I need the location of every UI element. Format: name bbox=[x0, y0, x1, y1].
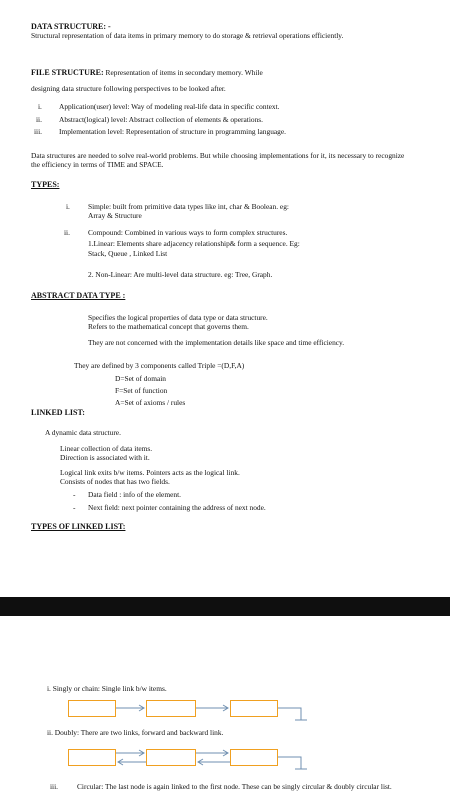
bullet-item: Next field: next pointer containing the address of next node. bbox=[88, 503, 266, 512]
adt-domain: D=Set of domain bbox=[115, 374, 166, 383]
page-separator-band bbox=[0, 597, 450, 616]
non-linear-item: 2. Non-Linear: Are multi-level data structure. eg: Tree, Graph. bbox=[88, 270, 273, 279]
linked-list-line: A dynamic data structure. bbox=[45, 428, 121, 437]
list-number: ii. bbox=[36, 115, 42, 124]
file-structure-text-2: designing data structure following perspectives to be looked after. bbox=[31, 84, 226, 93]
list-number: i. bbox=[38, 102, 42, 111]
list-number: iii. bbox=[34, 127, 43, 136]
linked-list-heading: LINKED LIST: bbox=[31, 408, 85, 417]
bullet-dash: - bbox=[73, 490, 76, 499]
adt-line: They are defined by 3 components called Triple =(D,F,A) bbox=[74, 361, 245, 370]
singly-linked-caption: i. Singly or chain: Single link b/w items. bbox=[47, 684, 167, 693]
linked-list-line: Linear collection of data items. bbox=[60, 444, 153, 453]
file-structure-heading: FILE STRUCTURE: bbox=[31, 68, 104, 77]
adt-axioms: A=Set of axioms / rules bbox=[115, 398, 186, 407]
list-item: Compound: Combined in various ways to form complex structures. bbox=[88, 228, 288, 237]
list-item: Implementation level: Representation of structure in programming language. bbox=[59, 127, 286, 136]
circular-linked-caption: Circular: The last node is again linked to the first node. These can be singly circular & doubly circular list. bbox=[77, 782, 392, 791]
list-item: Simple: built from primitive data types like int, char & Boolean. eg: bbox=[88, 202, 289, 211]
data-structure-heading: DATA STRUCTURE: - bbox=[31, 22, 111, 31]
list-item-continued: Array & Structure bbox=[88, 211, 142, 220]
list-item: Application(user) level: Way of modeling real-life data in specific context. bbox=[59, 102, 280, 111]
linked-list-line: Logical link exits b/w items. Pointers acts as the logical link. bbox=[60, 468, 240, 477]
list-item: Abstract(logical) level: Abstract collection of elements & operations. bbox=[59, 115, 263, 124]
adt-line: They are not concerned with the implementation details like space and time efficiency. bbox=[88, 338, 345, 347]
list-number: i. bbox=[66, 202, 70, 211]
adt-heading: ABSTRACT DATA TYPE : bbox=[31, 291, 126, 300]
data-structure-definition: Structural representation of data items in primary memory to do storage & retrieval operations efficiently. bbox=[31, 31, 344, 40]
doubly-linked-caption: ii. Doubly: There are two links, forward and backward link. bbox=[47, 728, 224, 737]
doubly-link-arrows bbox=[0, 616, 450, 800]
list-item-continued: Stack, Queue , Linked List bbox=[88, 249, 168, 258]
efficiency-paragraph: Data structures are needed to solve real-world problems. But while choosing implementations for it, its necessary to recognize the efficiency in terms of TIME and SPACE. bbox=[31, 151, 405, 169]
linked-list-line: Consists of nodes that has two fields. bbox=[60, 477, 170, 486]
adt-line: Refers to the mathematical concept that governs them. bbox=[88, 322, 249, 331]
file-structure-text: Representation of items in secondary memory. While bbox=[105, 68, 263, 77]
linked-list-line: Direction is associated with it. bbox=[60, 453, 150, 462]
bullet-item: Data field : info of the element. bbox=[88, 490, 181, 499]
list-number: ii. bbox=[64, 228, 70, 237]
types-heading: TYPES: bbox=[31, 180, 60, 189]
list-number: iii. bbox=[50, 782, 59, 791]
types-of-linked-list-heading: TYPES OF LINKED LIST: bbox=[31, 522, 126, 531]
document-page-2 bbox=[0, 616, 450, 800]
null-link bbox=[278, 757, 301, 769]
file-structure-line bbox=[31, 68, 263, 77]
list-item-continued: 1.Linear: Elements share adjacency relationship& form a sequence. Eg: bbox=[88, 239, 300, 248]
adt-function: F=Set of function bbox=[115, 386, 168, 395]
bullet-dash: - bbox=[73, 503, 76, 512]
adt-line: Specifies the logical properties of data type or data structure. bbox=[88, 313, 268, 322]
